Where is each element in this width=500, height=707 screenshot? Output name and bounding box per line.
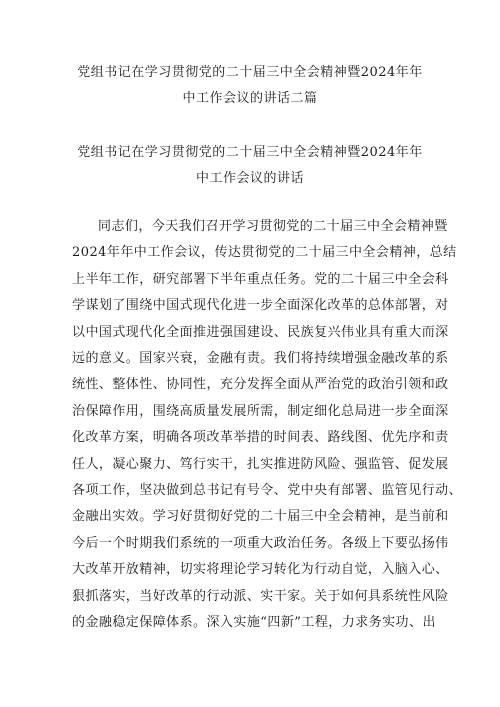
- body-line: 同志们，今天我们召开学习贯彻党的二十届三中全会精神暨: [98, 219, 448, 234]
- body-line: 今后一个时期我们系统的一项重大政治任务。各级上下要弘扬伟: [72, 535, 449, 551]
- body-line: 狠抓落实，当好改革的行动派、实干家。关于如何具系统性风险: [72, 588, 449, 604]
- body-line: 远的意义。国家兴衰，金融有责。我们将持续增强金融改革的系: [72, 351, 449, 367]
- document-title-line-2: 中工作会议的讲话二篇: [182, 91, 318, 106]
- body-line: 治保障作用，围绕高质量发展所需，制定细化总局进一步全面深: [72, 403, 449, 419]
- body-line: 大改革开放精神，切实将理论学习转化为行动自觉，入脑入心、: [72, 562, 449, 578]
- speech-title-line-1: 党组书记在学习贯彻党的二十届三中全会精神暨2024年年: [77, 145, 423, 160]
- body-line: 以中国式现代化全面推进强国建设、民族复兴伟业具有重大而深: [72, 324, 449, 340]
- document-title-line-1: 党组书记在学习贯彻党的二十届三中全会精神暨2024年年: [77, 65, 423, 80]
- speech-title-line-2: 中工作会议的讲话: [195, 171, 304, 186]
- body-line: 金融出实效。学习好贯彻好党的二十届三中全会精神，是当前和: [72, 509, 449, 525]
- body-line: 化改革方案，明确各项改革举措的时间表、路线图、优先序和责: [72, 430, 449, 446]
- speech-title: [0, 140, 500, 192]
- body-line: 任人，凝心聚力、笃行实干，扎实推进防风险、强监管、促发展: [72, 456, 449, 472]
- body-line: 统性、整体性、协同性，充分发挥全面从严治党的政治引领和政: [72, 377, 449, 393]
- body-line: 2024年年中工作会议，传达贯彻党的二十届三中全会精神，总结: [72, 245, 457, 261]
- body-line: 上半年工作，研究部署下半年重点任务。党的二十届三中全会科: [72, 271, 449, 287]
- body-line: 各项工作，坚决做到总书记有号令、党中央有部署、监管见行动、: [72, 483, 463, 499]
- document-title: [0, 60, 500, 112]
- body-line: 学谋划了围绕中国式现代化进一步全面深化改革的总体部署，对: [72, 298, 449, 314]
- body-line: 的金融稳定保障体系。深入实施“四新”工程，力求务实功、出: [72, 615, 436, 631]
- speech-body: [72, 214, 463, 637]
